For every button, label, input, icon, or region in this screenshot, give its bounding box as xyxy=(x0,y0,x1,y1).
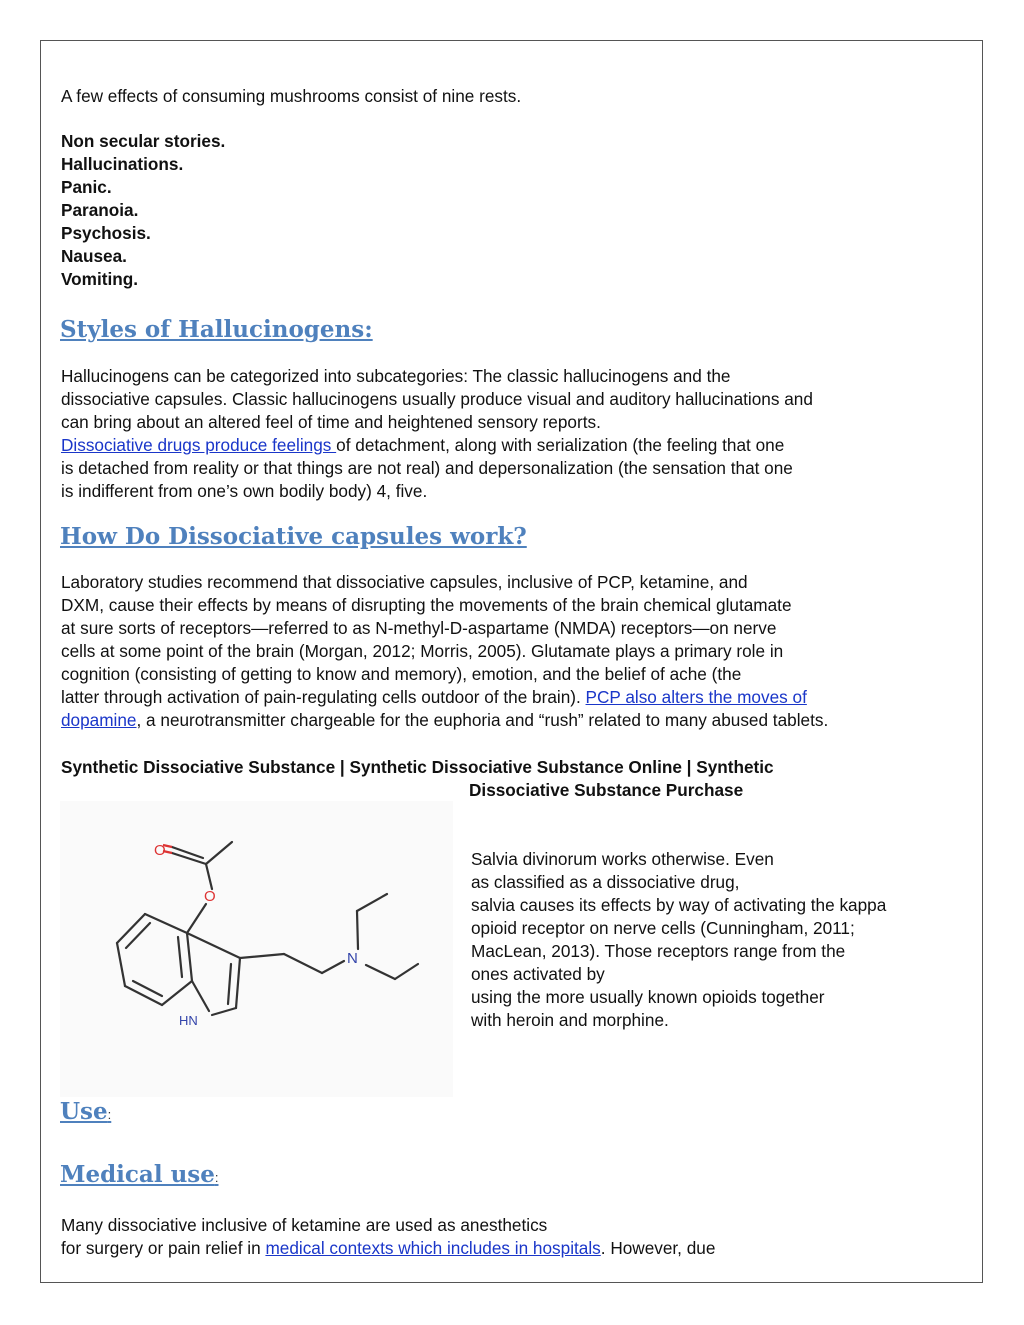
caption-line-1: Synthetic Dissociative Substance | Synthetic Dissociative Substance Online | Synthetic xyxy=(61,757,774,777)
paragraph-line: is detached from reality or that things are not real) and depersonalization (the sensation that one xyxy=(61,458,793,478)
paragraph-text: , a neurotransmitter chargeable for the euphoria and “rush” related to many abused tablets. xyxy=(136,710,829,730)
side-text-line: MacLean, 2013). Those receptors range from the xyxy=(471,941,846,961)
heading-use xyxy=(60,1098,111,1125)
medical-contexts-link[interactable]: medical contexts which includes in hospitals xyxy=(265,1238,601,1258)
paragraph-text: of detachment, along with serialization (the feeling that one xyxy=(336,435,785,455)
caption-line-2: Dissociative Substance Purchase xyxy=(469,780,744,800)
side-text-line: opioid receptor on nerve cells (Cunningham, 2011; xyxy=(471,918,855,938)
side-text-line: as classified as a dissociative drug, xyxy=(471,872,740,892)
effect-item: Paranoia. xyxy=(61,200,139,220)
paragraph-line: can bring about an altered feel of time and heightened sensory reports. xyxy=(61,412,601,432)
effect-item: Panic. xyxy=(61,177,112,197)
heading-styles-of-hallucinogens: Styles of Hallucinogens: xyxy=(60,316,373,343)
paragraph-line: Laboratory studies recommend that dissociative capsules, inclusive of PCP, ketamine, and xyxy=(61,572,748,592)
paragraph-line: at sure sorts of receptors—referred to as N-methyl-D-aspartame (NMDA) receptors—on nerve xyxy=(61,618,777,638)
heading-use-text: Use xyxy=(60,1098,108,1125)
atom-label-nh: HN xyxy=(179,1013,198,1028)
effect-item: Non secular stories. xyxy=(61,131,226,151)
heading-medical-use-text: Medical use xyxy=(60,1161,215,1188)
side-text-line: Salvia divinorum works otherwise. Even xyxy=(471,849,774,869)
paragraph-line xyxy=(61,434,784,457)
dissociative-drugs-link[interactable]: Dissociative drugs produce feelings xyxy=(61,435,337,455)
paragraph-line: Hallucinogens can be categorized into subcategories: The classic hallucinogens and the xyxy=(61,366,731,386)
paragraph-line: cells at some point of the brain (Morgan, 2012; Morris, 2005). Glutamate plays a primary role in xyxy=(61,641,784,661)
atom-label-ester-oxygen: O xyxy=(204,888,216,905)
paragraph-line: is indifferent from one’s own bodily body) 4, five. xyxy=(61,481,428,501)
paragraph-line xyxy=(61,709,828,732)
side-text-line: salvia causes its effects by way of activating the kappa xyxy=(471,895,887,915)
intro-text: A few effects of consuming mushrooms consist of nine rests. xyxy=(61,86,522,106)
heading-colon: : xyxy=(214,1170,219,1185)
paragraph-text: latter through activation of pain-regulating cells outdoor of the brain). xyxy=(61,687,586,707)
side-text-line: with heroin and morphine. xyxy=(471,1010,669,1030)
paragraph-line: Many dissociative inclusive of ketamine are used as anesthetics xyxy=(61,1215,548,1235)
atom-label-carbonyl-oxygen: O xyxy=(154,842,166,859)
molecule-structure-image xyxy=(60,801,453,1097)
paragraph-line: DXM, cause their effects by means of disrupting the movements of the brain chemical glutamate xyxy=(61,595,792,615)
side-text-line: ones activated by xyxy=(471,964,605,984)
paragraph-text: . However, due xyxy=(600,1238,716,1258)
pcp-link[interactable]: PCP also alters the moves of xyxy=(585,687,807,707)
side-text-line: using the more usually known opioids together xyxy=(471,987,825,1007)
atom-label-nitrogen: N xyxy=(347,950,358,967)
paragraph-line: dissociative capsules. Classic hallucinogens usually produce visual and auditory hallucinations and xyxy=(61,389,813,409)
effect-item: Psychosis. xyxy=(61,223,151,243)
paragraph-line xyxy=(61,686,807,709)
heading-medical-use xyxy=(60,1161,219,1188)
heading-how-dissociative-work: How Do Dissociative capsules work? xyxy=(60,523,527,550)
heading-colon: : xyxy=(107,1107,112,1122)
dopamine-link[interactable]: dopamine xyxy=(61,710,137,730)
effect-item: Vomiting. xyxy=(61,269,139,289)
paragraph-line: cognition (consisting of getting to know and memory), emotion, and the belief of ache (the xyxy=(61,664,742,684)
effect-item: Hallucinations. xyxy=(61,154,184,174)
paragraph-text: for surgery or pain relief in xyxy=(61,1238,266,1258)
paragraph-line xyxy=(61,1237,715,1260)
effect-item: Nausea. xyxy=(61,246,127,266)
